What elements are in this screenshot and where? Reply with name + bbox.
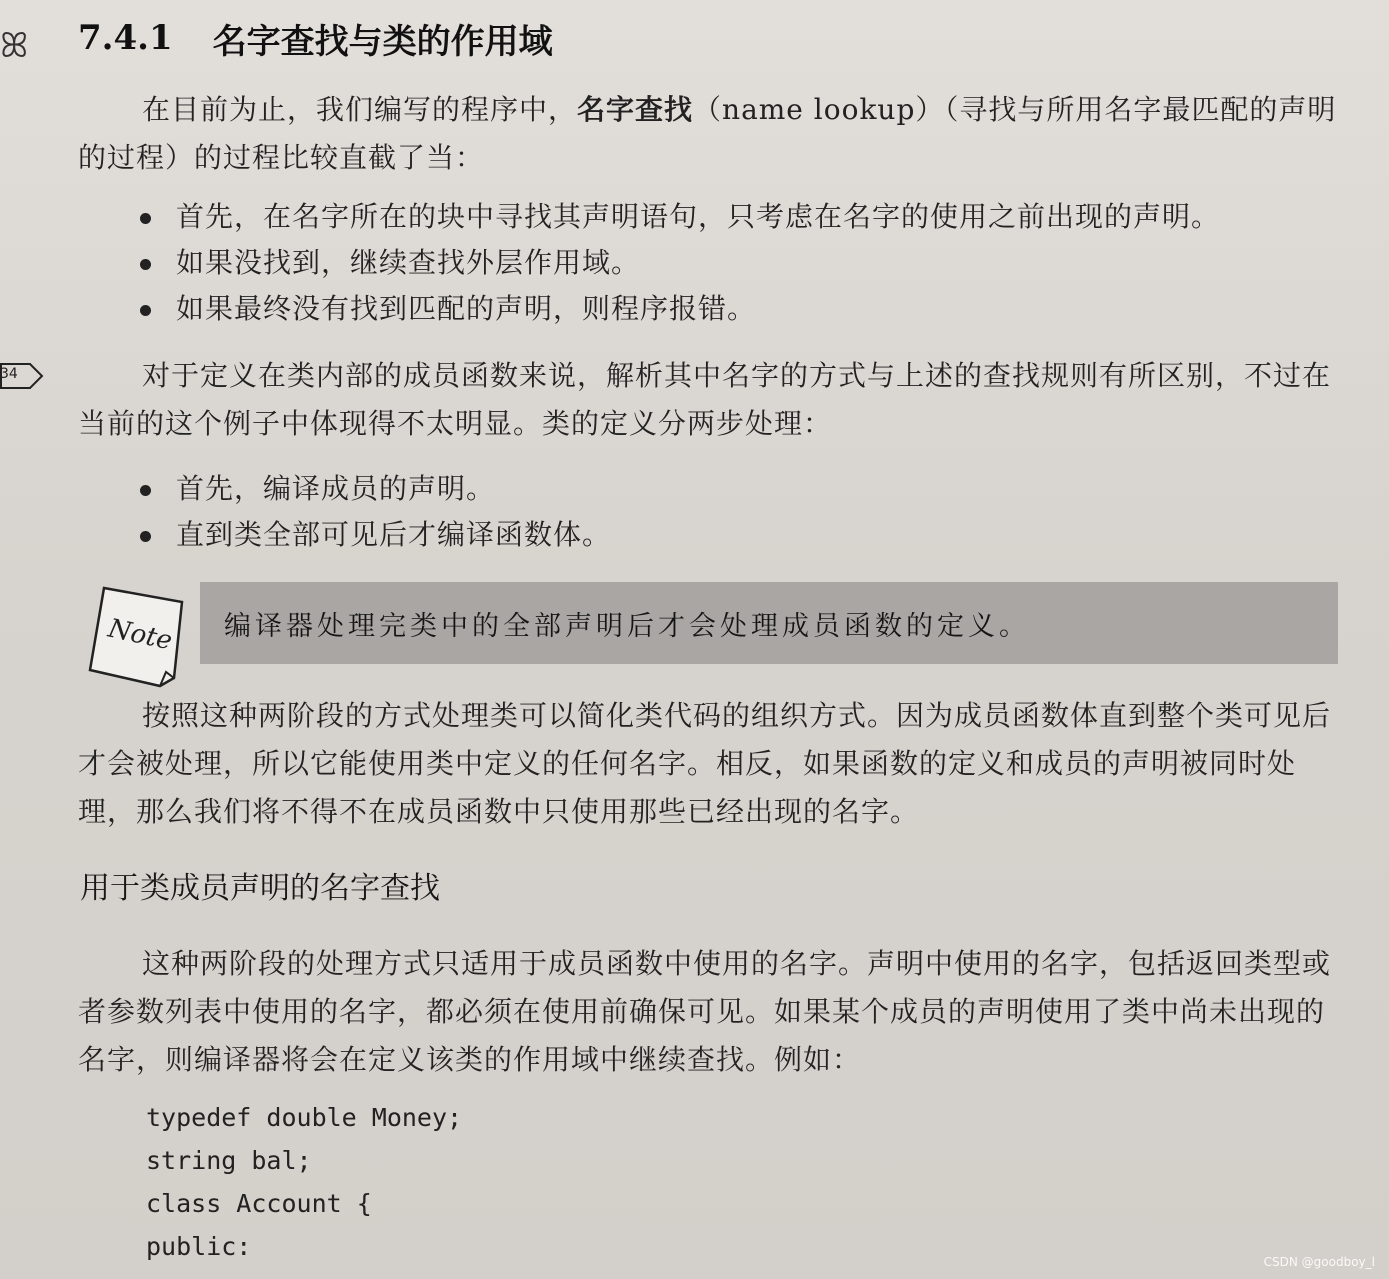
intro-rest: （name lookup）（寻找与所用名字最匹配的声明的过程）的过程比较直截了当： bbox=[78, 93, 1337, 174]
page-tag-label: 34 bbox=[0, 366, 18, 382]
list-item: 首先，编译成员的声明。 bbox=[138, 466, 1343, 512]
note-icon-label: Note bbox=[105, 613, 175, 657]
note-icon bbox=[86, 582, 190, 690]
code-line: class Account { bbox=[146, 1189, 372, 1218]
code-line: typedef double Money; bbox=[146, 1103, 463, 1132]
note-text: 编译器处理完类中的全部声明后才会处理成员函数的定义。 bbox=[224, 610, 1030, 642]
list-item: 如果没找到，继续查找外层作用域。 bbox=[138, 240, 1343, 286]
code-line: public: bbox=[146, 1232, 252, 1261]
section-number: 7.4.1 bbox=[78, 18, 173, 58]
list-item: 如果最终没有找到匹配的声明，则程序报错。 bbox=[138, 286, 1343, 332]
intro-lead: 在目前为止，我们编写的程序中， bbox=[142, 93, 578, 126]
watermark: CSDN @goodboy_l bbox=[1263, 1255, 1375, 1269]
code-block bbox=[146, 1096, 846, 1268]
list-item: 直到类全部可见后才编译函数体。 bbox=[138, 512, 1343, 558]
list-item: 首先，在名字所在的块中寻找其声明语句，只考虑在名字的使用之前出现的声明。 bbox=[138, 194, 1343, 240]
two-phase-paragraph: 按照这种两阶段的方式处理类可以简化类代码的组织方式。因为成员函数体直到整个类可见后才会被处理，所以它能使用类中定义的任何名字。相反，如果函数的定义和成员的声明被同时处理，那么我们将不得不在成员函数中只使用那些已经出现的名字。 bbox=[78, 699, 1332, 828]
lookup-steps-list bbox=[138, 194, 1343, 332]
member-lookup-paragraph: 这种两阶段的处理方式只适用于成员函数中使用的名字。声明中使用的名字，包括返回类型或者参数列表中使用的名字，都必须在使用前确保可见。如果某个成员的声明使用了类中尚未出现的名字，则编译器将会在定义该类的作用域中继续查找。例如： bbox=[78, 947, 1332, 1076]
note-box bbox=[200, 582, 1338, 664]
intro-term: 名字查找 bbox=[577, 93, 694, 126]
page-tag bbox=[0, 362, 44, 390]
class-steps-list bbox=[138, 466, 1343, 558]
margin-knot-icon: ꕤ bbox=[0, 26, 29, 66]
subsection-heading: 用于类成员声明的名字查找 bbox=[80, 871, 440, 906]
code-line: string bal; bbox=[146, 1146, 312, 1175]
intro-paragraph bbox=[78, 86, 1343, 182]
section-title: 名字查找与类的作用域 bbox=[212, 21, 553, 62]
class-paragraph: 对于定义在类内部的成员函数来说，解析其中名字的方式与上述的查找规则有所区别，不过在当前的这个例子中体现得不太明显。类的定义分两步处理： bbox=[78, 359, 1332, 440]
section-heading bbox=[78, 16, 698, 60]
